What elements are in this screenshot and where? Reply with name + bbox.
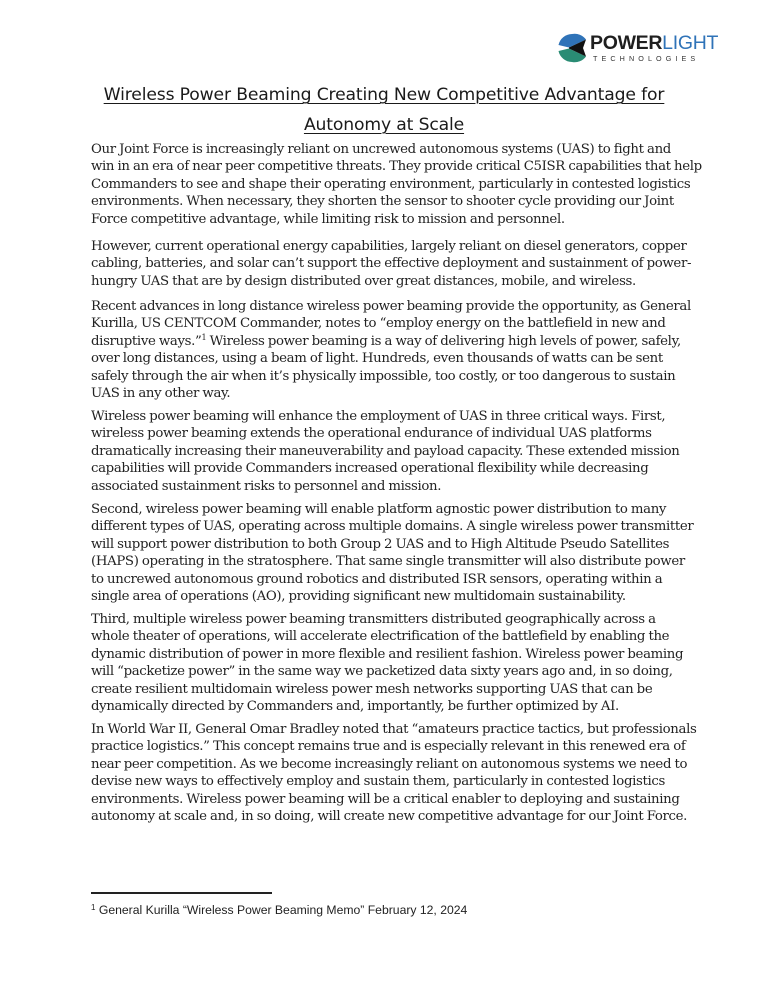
paragraph-third (91, 611, 691, 715)
footnote-reference[interactable]: 1 (201, 332, 207, 342)
footnote-text: General Kurilla “Wireless Power Beaming Memo” February 12, 2024 (95, 903, 468, 917)
text-line: (HAPS) operating in the stratosphere. That same single transmitter will also distribute power (91, 554, 685, 570)
text-line: In World War II, General Omar Bradley noted that “amateurs practice tactics, but professionals (91, 722, 697, 737)
text-line: different types of UAS, operating across multiple domains. A single wireless power transmitter (91, 519, 694, 535)
text-line: devise new ways to effectively employ and sustain them, particularly in contested logistics (91, 774, 665, 790)
text-line: whole theater of operations, will accelerate electrification of the battlefield by enabling the (91, 629, 670, 645)
text-line: environments. Wireless power beaming will be a critical enabler to deploying and sustaining (91, 791, 680, 807)
text-line: safely through the air when it’s physically impossible, too costly, or too dangerous to sustain (91, 368, 676, 384)
text-line: Kurilla, US CENTCOM Commander, notes to “employ energy on the battlefield in new and (91, 316, 666, 332)
company-logo (557, 32, 717, 64)
text-line: Second, wireless power beaming will enable platform agnostic power distribution to many (91, 502, 667, 517)
text-line: Our Joint Force is increasingly reliant on uncrewed autonomous systems (UAS) to fight and (91, 142, 671, 157)
logo-wordmark: POWERLIGHT (590, 32, 719, 54)
powerlight-logo-icon (557, 33, 587, 63)
paragraph-intro (91, 141, 702, 228)
paragraph-three-ways (91, 408, 691, 495)
text-line: UAS in any other way. (91, 385, 231, 401)
text-line: hungry UAS that are by design distributed over great distances, mobile, and wireless. (91, 273, 636, 289)
text-line: dynamic distribution of power in more flexible and resilient fashion. Wireless power beaming (91, 646, 684, 662)
paragraph-energy-limits (91, 238, 691, 290)
text-line: practice logistics.” This concept remains true and is especially relevant in this renewed era of (91, 739, 686, 755)
text-line: Force competitive advantage, while limiting risk to mission and personnel. (91, 211, 565, 227)
text-line: dramatically increasing their maneuverability and payload capacity. These extended mission (91, 443, 680, 459)
text-line: Wireless power beaming will enhance the employment of UAS in three critical ways. First, (91, 409, 666, 424)
text-line: win in an era of near peer competitive threats. They provide critical C5ISR capabilities that help (91, 159, 702, 175)
title-line: Autonomy at Scale (303, 115, 465, 135)
text-line: wireless power beaming extends the operational endurance of individual UAS platforms (91, 426, 652, 442)
text-line: will “packetize power” in the same way we packetized data sixty years ago and, in so doing, (91, 664, 673, 680)
text-line: dynamically directed by Commanders and, importantly, be further optimized by AI. (91, 698, 619, 714)
text-line: single area of operations (AO), providing significant new multidomain sustainability. (91, 588, 626, 604)
text-line: cabling, batteries, and solar can’t support the effective deployment and sustainment of power- (91, 256, 692, 272)
text-line: associated sustainment risks to personnel and mission. (91, 478, 442, 494)
footnote-separator (91, 892, 272, 894)
title-line: Wireless Power Beaming Creating New Competitive Advantage for (103, 85, 665, 105)
text-line: over long distances, using a beam of light. Hundreds, even thousands of watts can be sent (91, 351, 663, 367)
footnote (91, 903, 467, 917)
footnote-number: 1 (91, 903, 96, 912)
text-line: near peer competition. As we become increasingly reliant on autonomous systems we need to (91, 756, 688, 772)
text-line: capabilities will provide Commanders increased operational flexibility while decreasing (91, 461, 649, 477)
text-line: Commanders to see and shape their operating environment, particularly in contested logistics (91, 176, 691, 192)
text-line: autonomy at scale and, in so doing, will create new competitive advantage for our Joint Force. (91, 808, 688, 824)
text-line: environments. When necessary, they shorten the sensor to shooter cycle providing our Joint (91, 194, 674, 210)
text-line: will support power distribution to both Group 2 UAS and to High Altitude Pseudo Satellites (91, 536, 670, 552)
document-title (60, 80, 708, 140)
paragraph-second (91, 501, 694, 605)
paragraph-recent-advances (91, 298, 691, 402)
text-line: create resilient multidomain wireless power mesh networks supporting UAS that can be (91, 681, 653, 697)
logo-tagline: TECHNOLOGIES (593, 54, 700, 63)
paragraph-conclusion (91, 721, 697, 825)
text-line: Third, multiple wireless power beaming transmitters distributed geographically across a (91, 612, 656, 627)
text-line: However, current operational energy capabilities, largely reliant on diesel generators, copper (91, 239, 687, 254)
text-line: Recent advances in long distance wireless power beaming provide the opportunity, as General (91, 299, 691, 314)
text-line: disruptive ways.”$^1$ Wireless power beaming is a way of delivering high levels of power, safely, (91, 332, 681, 349)
text-line: to uncrewed autonomous ground robotics and distributed ISR sensors, operating within a (91, 571, 663, 587)
